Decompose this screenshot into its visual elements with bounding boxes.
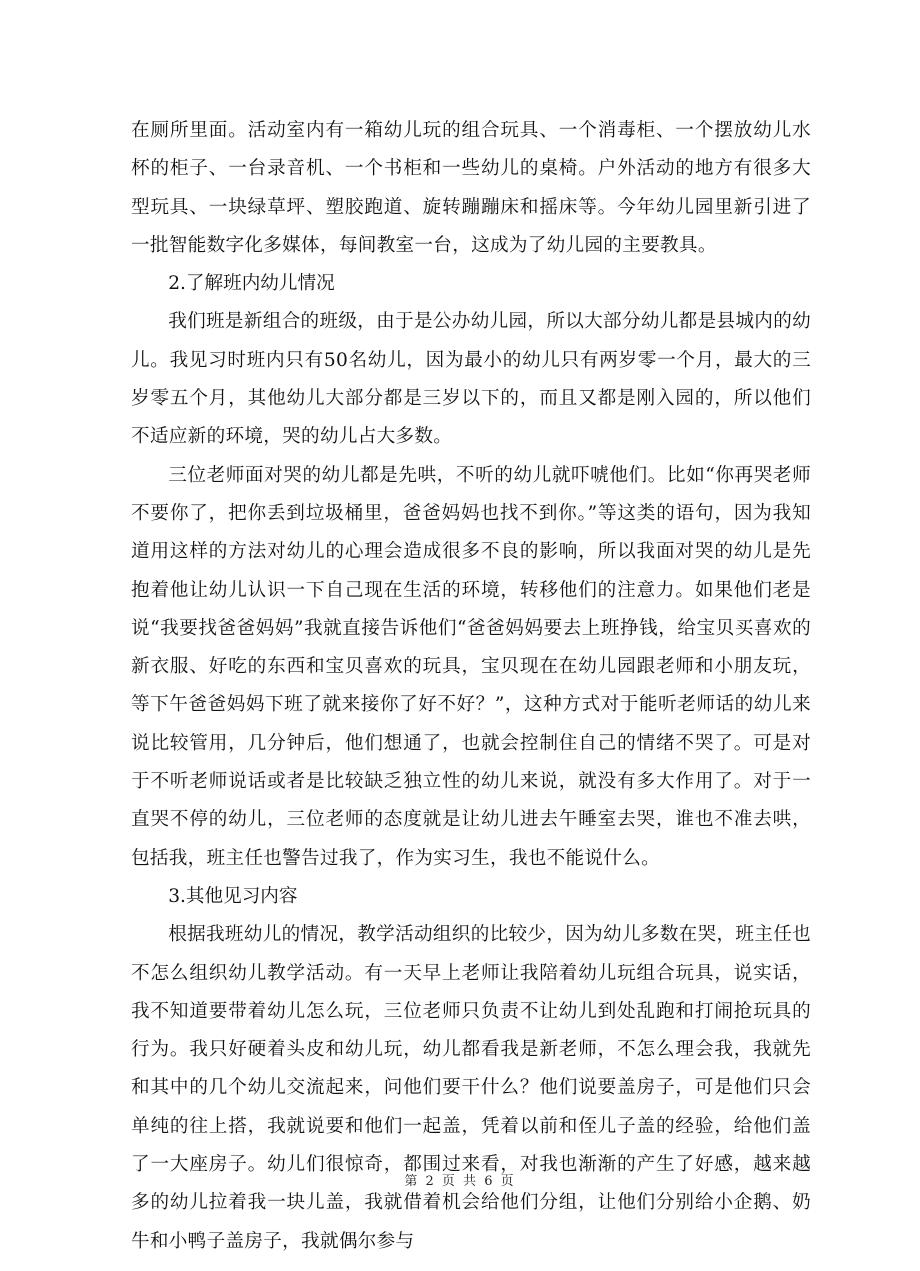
page-footer: 第 2 页 共 6 页 bbox=[404, 1174, 516, 1189]
paragraph-intro-continued: 在厕所里面。活动室内有一箱幼儿玩的组合玩具、一个消毒柜、一个摆放幼儿水杯的柜子、一台录音机、一个书柜和一些幼儿的桌椅。户外活动的地方有很多大型玩具、一块绿草坪、塑胶跑道、旋转蹦蹦床和摇床等。今年幼儿园里新引进了一批智能数字化多媒体，每间教室一台，这成为了幼儿园的主要教具。 bbox=[131, 120, 811, 256]
paragraph-other-content: 根据我班幼儿的情况，教学活动组织的比较少，因为幼儿多数在哭，班主任也不怎么组织幼儿教学活动。有一天早上老师让我陪着幼儿玩组合玩具，说实话，我不知道要带着幼儿怎么玩，三位老师只负责不让幼儿到处乱跑和打闹抢玩具的行为。我只好硬着头皮和幼儿玩，幼儿都看我是新老师，不怎么理会我，我就先和其中的几个幼儿交流起来，问他们要干什么？他们说要盖房子，可是他们只会单纯的往上搭，我就说要和他们一起盖，凭着以前和侄儿子盖的经验，给他们盖了一大座房子。幼儿们很惊奇，都围过来看，对我也渐渐的产生了好感，越来越多的幼儿拉着我一块儿盖，我就借着机会给他们分组，让他们分别给小企鹅、奶牛和小鸭子盖房子，我就偶尔参与 bbox=[131, 924, 811, 1252]
paragraph-teacher-response: 三位老师面对哭的幼儿都是先哄，不听的幼儿就吓唬他们。比如“你再哭老师不要你了，把你丢到垃圾桶里，爸爸妈妈也找不到你。”等这类的语句，因为我知道用这样的方法对幼儿的心理会造成很多不良的影响，所以我面对哭的幼儿是先抱着他让幼儿认识一下自己现在生活的环境，转移他们的注意力。如果他们老是说“我要找爸爸妈妈”我就直接告诉他们“爸爸妈妈要去上班挣钱，给宝贝买喜欢的新衣服、好吃的东西和宝贝喜欢的玩具，宝贝现在在幼儿园跟老师和小朋友玩，等下午爸爸妈妈下班了就来接你了好不好？”，这种方式对于能听老师话的幼儿来说比较管用，几分钟后，他们想通了，也就会控制住自己的情绪不哭了。可是对于不听老师说话或者是比较缺乏独立性的幼儿来说，就没有多大作用了。对于一直哭不停的幼儿，三位老师的态度就是让幼儿进去午睡室去哭，谁也不准去哄，包括我，班主任也警告过我了，作为实习生，我也不能说什么。 bbox=[131, 464, 811, 869]
document-body bbox=[131, 112, 811, 1261]
section-heading-3: 3.其他见习内容 bbox=[168, 885, 298, 907]
section-heading-2: 2.了解班内幼儿情况 bbox=[168, 273, 335, 295]
paragraph-class-situation: 我们班是新组合的班级，由于是公办幼儿园，所以大部分幼儿都是县城内的幼儿。我见习时班内只有50名幼儿，因为最小的幼儿只有两岁零一个月，最大的三岁零五个月，其他幼儿大部分都是三岁以下的，而且又都是刚入园的，所以他们不适应新的环境，哭的幼儿占大多数。 bbox=[131, 311, 811, 448]
